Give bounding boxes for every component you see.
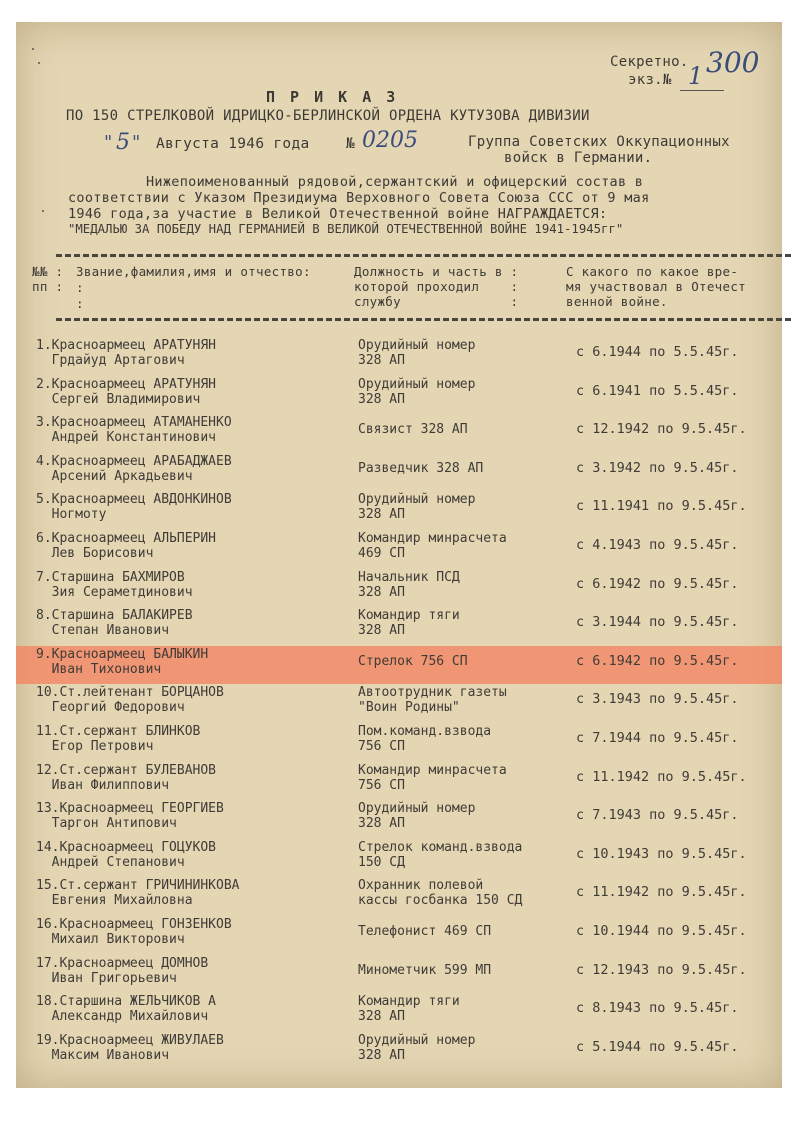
column-position-header-line-2: которой проходил : bbox=[354, 279, 519, 294]
position-unit-cell bbox=[358, 963, 491, 978]
table-row bbox=[16, 525, 782, 563]
secret-label: Секретно. bbox=[610, 54, 689, 70]
position-line-1: Командир тяги bbox=[358, 994, 460, 1010]
document-subtitle: ПО 150 СТРЕЛКОВОЙ ИДРИЦКО-БЕРЛИНСКОЙ ОРДЕНА КУТУЗОВА ДИВИЗИИ bbox=[66, 108, 590, 124]
intro-line-3: 1946 года,за участие в Великой Отечественной войне НАГРАЖДАЕТСЯ: bbox=[68, 206, 608, 222]
copy-number-handwritten: 1 bbox=[688, 62, 704, 90]
column-position-header bbox=[354, 264, 518, 309]
position-line-2: 328 АП bbox=[358, 584, 405, 600]
service-period-cell: с 3.1943 по 9.5.45г. bbox=[576, 691, 739, 708]
recipient-given-names: Иван Григорьевич bbox=[36, 970, 177, 986]
table-row bbox=[16, 602, 782, 640]
position-line-2: 328 АП bbox=[358, 507, 405, 523]
copy-label: экз.№ bbox=[628, 72, 672, 88]
recipient-rank-surname: 6.Красноармеец АЛЬПЕРИН bbox=[36, 531, 217, 546]
recipient-name-cell bbox=[36, 801, 224, 831]
location-line-1: Группа Советских Оккупационных bbox=[468, 134, 730, 150]
paper-speck bbox=[42, 210, 44, 212]
service-period-cell: с 4.1943 по 9.5.45г. bbox=[576, 537, 739, 553]
archive-number-handwritten: 300 bbox=[706, 46, 760, 79]
position-line-1: Орудийный номер bbox=[358, 1032, 476, 1048]
table-row bbox=[16, 486, 782, 524]
recipient-name-cell bbox=[36, 454, 232, 484]
position-line-2: 328 АП bbox=[358, 623, 405, 639]
recipient-given-names: Ногмоту bbox=[36, 507, 107, 523]
service-period-cell: с 11.1942 по 9.5.45г. bbox=[576, 884, 747, 901]
position-line-1: Орудийный номер bbox=[358, 376, 476, 392]
recipient-given-names: Андрей Константинович bbox=[36, 430, 217, 446]
position-unit-cell bbox=[358, 994, 460, 1024]
position-unit-cell bbox=[358, 492, 475, 522]
position-line-1: Командир минрасчета bbox=[358, 762, 507, 778]
position-line-1: Автоотрудник газеты bbox=[358, 685, 507, 701]
table-row bbox=[16, 409, 782, 447]
day-open-quote: " bbox=[104, 132, 113, 153]
recipient-given-names: Степан Иванович bbox=[36, 623, 170, 639]
table-row bbox=[16, 795, 782, 833]
table-row bbox=[16, 564, 782, 602]
intro-line-4: "МЕДАЛЬЮ ЗА ПОБЕДУ НАД ГЕРМАНИЕЙ В ВЕЛИКОЙ ОТЕЧЕСТВЕННОЙ ВОЙНЕ 1941-1945гг" bbox=[68, 222, 624, 236]
day-close-quote: " bbox=[132, 132, 141, 153]
paper-speck bbox=[38, 62, 40, 64]
position-unit-cell bbox=[358, 570, 460, 600]
recipient-rank-surname: 10.Ст.лейтенант БОРЦАНОВ bbox=[36, 685, 224, 701]
recipient-given-names: Егор Петрович bbox=[36, 739, 154, 754]
table-row bbox=[16, 988, 782, 1026]
table-row bbox=[16, 332, 782, 370]
service-period-cell: с 6.1942 по 9.5.45г. bbox=[576, 575, 739, 592]
recipient-name-cell bbox=[36, 415, 232, 445]
recipient-name-cell bbox=[36, 917, 232, 947]
service-period-cell: с 11.1941 по 9.5.45г. bbox=[576, 498, 747, 515]
position-line-1: Стрелок 756 СП bbox=[358, 653, 468, 669]
recipient-rank-surname: 13.Красноармеец ГЕОРГИЕВ bbox=[36, 801, 224, 817]
position-unit-cell bbox=[358, 338, 475, 368]
column-position-header-line-3: службу : bbox=[354, 294, 519, 309]
recipient-given-names: Зия Сераметдинович bbox=[36, 584, 193, 600]
recipient-rank-surname: 5.Красноармеец АВДОНКИНОВ bbox=[36, 492, 232, 508]
recipient-given-names: Евгения Михайловна bbox=[36, 893, 193, 909]
service-period-cell: с 11.1942 по 9.5.45г. bbox=[576, 768, 747, 785]
service-period-cell: с 12.1942 по 9.5.45г. bbox=[576, 421, 747, 438]
service-period-cell: с 6.1942 по 9.5.45г. bbox=[576, 652, 739, 669]
service-period-cell: с 12.1943 по 9.5.45г. bbox=[576, 961, 747, 978]
position-unit-cell bbox=[358, 1033, 475, 1063]
position-line-1: Командир тяги bbox=[358, 608, 460, 624]
position-line-2: 328 АП bbox=[358, 353, 405, 368]
column-name-header-colon: : bbox=[76, 296, 84, 311]
document-page bbox=[16, 22, 782, 1088]
recipient-given-names: Максим Иванович bbox=[36, 1047, 170, 1063]
position-line-2: кассы госбанка 150 СД bbox=[358, 893, 523, 909]
position-line-1: Орудийный номер bbox=[358, 492, 476, 508]
recipient-given-names: Андрей Степанович bbox=[36, 854, 185, 870]
recipient-rank-surname: 16.Красноармеец ГОНЗЕНКОВ bbox=[36, 917, 232, 932]
service-period-cell: с 8.1943 по 9.5.45г. bbox=[576, 1000, 739, 1017]
service-period-cell: с 3.1942 по 9.5.45г. bbox=[576, 459, 739, 476]
position-line-1: Стрелок команд.взвода bbox=[358, 839, 523, 855]
location-line-2: войск в Германии. bbox=[504, 150, 653, 166]
column-name-header: Звание,фамилия,имя и отчество: bbox=[76, 264, 311, 279]
order-date: Августа 1946 года bbox=[156, 136, 310, 152]
service-period-cell: с 6.1944 по 5.5.45г. bbox=[576, 344, 739, 360]
table-row bbox=[16, 911, 782, 949]
recipient-name-cell bbox=[36, 492, 232, 522]
table-row bbox=[16, 834, 782, 872]
position-unit-cell bbox=[358, 377, 475, 407]
position-line-2: 150 СД bbox=[358, 854, 405, 870]
position-line-2: 328 АП bbox=[358, 1009, 405, 1025]
recipient-rank-surname: 9.Красноармеец БАЛЫКИН bbox=[36, 646, 209, 662]
recipient-rank-surname: 2.Красноармеец АРАТУНЯН bbox=[36, 376, 217, 392]
position-line-1: Орудийный номер bbox=[358, 338, 476, 353]
position-line-2: 328 АП bbox=[358, 1047, 405, 1063]
recipient-name-cell bbox=[36, 840, 216, 870]
table-row bbox=[16, 679, 782, 717]
intro-line-2: соответствии с Указом Президиума Верховного Совета Союза ССС от 9 мая bbox=[68, 190, 650, 206]
recipient-given-names: Арсений Аркадьевич bbox=[36, 468, 193, 484]
position-unit-cell bbox=[358, 878, 522, 908]
column-name-header-colon: : bbox=[76, 280, 84, 295]
intro-line-1: Нижепоименованный рядовой,сержантский и офицерский состав в bbox=[146, 174, 644, 190]
position-line-2: "Воин Родины" bbox=[358, 700, 460, 716]
recipient-given-names: Грдайуд Артагович bbox=[36, 353, 185, 368]
column-period-header-line-1: С какого по какое вре- bbox=[566, 264, 739, 279]
position-unit-cell bbox=[358, 763, 507, 793]
table-header-divider bbox=[56, 318, 791, 321]
position-unit-cell bbox=[358, 801, 475, 831]
recipient-given-names: Михаил Викторович bbox=[36, 932, 185, 947]
table-row bbox=[16, 371, 782, 409]
recipient-rank-surname: 1.Красноармеец АРАТУНЯН bbox=[36, 338, 217, 353]
position-line-2: 756 СП bbox=[358, 777, 405, 793]
position-line-1: Охранник полевой bbox=[358, 878, 484, 894]
day-handwritten: 5 bbox=[116, 130, 130, 155]
recipient-rank-surname: 12.Ст.сержант БУЛЕВАНОВ bbox=[36, 762, 217, 778]
position-unit-cell bbox=[358, 531, 507, 561]
recipient-name-cell bbox=[36, 724, 200, 754]
recipient-rank-surname: 7.Старшина БАХМИРОВ bbox=[36, 569, 185, 585]
copy-number-underline bbox=[680, 90, 724, 91]
recipient-name-cell bbox=[36, 1033, 224, 1063]
position-unit-cell bbox=[358, 422, 468, 437]
recipient-name-cell bbox=[36, 994, 216, 1024]
table-row bbox=[16, 448, 782, 486]
recipient-given-names: Георгий Федорович bbox=[36, 700, 185, 716]
recipient-rank-surname: 17.Красноармеец ДОМНОВ bbox=[36, 955, 209, 971]
position-unit-cell bbox=[358, 924, 491, 939]
position-line-2: 756 СП bbox=[358, 739, 405, 754]
table-row bbox=[16, 641, 782, 679]
recipient-rank-surname: 3.Красноармеец АТАМАНЕНКО bbox=[36, 415, 232, 431]
recipient-given-names: Иван Тихонович bbox=[36, 661, 162, 677]
recipient-name-cell bbox=[36, 685, 224, 715]
table-row bbox=[16, 872, 782, 910]
service-period-cell: с 3.1944 по 9.5.45г. bbox=[576, 614, 739, 631]
column-period-header bbox=[566, 264, 746, 309]
recipient-rank-surname: 4.Красноармеец АРАБАДЖАЕВ bbox=[36, 453, 232, 469]
recipient-rank-surname: 19.Красноармеец ЖИВУЛАЕВ bbox=[36, 1032, 224, 1048]
recipient-given-names: Сергей Владимирович bbox=[36, 391, 201, 407]
table-row bbox=[16, 757, 782, 795]
column-number-header bbox=[32, 264, 63, 294]
column-number-header-line-1: №№ : bbox=[32, 264, 64, 279]
column-period-header-line-3: венной войне. bbox=[566, 294, 668, 309]
position-line-1: Телефонист 469 СП bbox=[358, 924, 492, 939]
position-line-2: 328 АП bbox=[358, 816, 405, 832]
position-line-2: 469 СП bbox=[358, 546, 405, 561]
position-line-1: Минометчик 599 МП bbox=[358, 962, 492, 978]
position-line-2: 328 АП bbox=[358, 391, 405, 407]
service-period-cell: с 7.1943 по 9.5.45г. bbox=[576, 807, 739, 824]
position-unit-cell bbox=[358, 724, 491, 754]
recipient-rank-surname: 18.Старшина ЖЕЛЬЧИКОВ А bbox=[36, 994, 217, 1010]
position-line-1: Связист 328 АП bbox=[358, 422, 468, 438]
recipient-rank-surname: 15.Ст.сержант ГРИЧИНИНКОВА bbox=[36, 878, 240, 894]
paper-speck bbox=[32, 48, 34, 50]
service-period-cell: с 10.1943 по 9.5.45г. bbox=[576, 845, 747, 862]
column-number-header-line-2: пп : bbox=[32, 279, 64, 294]
recipient-rank-surname: 11.Ст.сержант БЛИНКОВ bbox=[36, 724, 201, 739]
table-row bbox=[16, 950, 782, 988]
table-row bbox=[16, 718, 782, 756]
recipient-rank-surname: 14.Красноармеец ГОЦУКОВ bbox=[36, 839, 217, 855]
position-line-1: Пом.команд.взвода bbox=[358, 724, 492, 739]
position-line-1: Командир минрасчета bbox=[358, 531, 507, 546]
column-period-header-line-2: мя участвовал в Отечест bbox=[566, 279, 746, 294]
recipient-given-names: Таргон Антипович bbox=[36, 816, 177, 832]
service-period-cell: с 10.1944 по 9.5.45г. bbox=[576, 923, 747, 939]
position-unit-cell bbox=[358, 608, 460, 638]
recipient-name-cell bbox=[36, 647, 208, 677]
document-title: П Р И К А З bbox=[266, 88, 399, 106]
table-top-divider bbox=[56, 254, 791, 257]
position-line-1: Орудийный номер bbox=[358, 801, 476, 817]
position-unit-cell bbox=[358, 685, 507, 715]
table-row bbox=[16, 1027, 782, 1065]
service-period-cell: с 6.1941 по 5.5.45г. bbox=[576, 382, 739, 399]
position-unit-cell bbox=[358, 654, 468, 669]
position-line-1: Начальник ПСД bbox=[358, 569, 460, 585]
service-period-cell: с 5.1944 по 9.5.45г. bbox=[576, 1038, 739, 1055]
recipient-name-cell bbox=[36, 608, 193, 638]
column-position-header-line-1: Должность и часть в : bbox=[354, 264, 519, 279]
recipient-name-cell bbox=[36, 956, 208, 986]
recipient-name-cell bbox=[36, 531, 216, 561]
position-unit-cell bbox=[358, 461, 483, 476]
recipient-given-names: Александр Михайлович bbox=[36, 1009, 209, 1025]
position-unit-cell bbox=[358, 840, 522, 870]
position-line-1: Разведчик 328 АП bbox=[358, 460, 484, 476]
order-number-handwritten: 0205 bbox=[362, 128, 418, 153]
recipient-name-cell bbox=[36, 377, 216, 407]
service-period-cell: с 7.1944 по 9.5.45г. bbox=[576, 730, 739, 746]
recipient-name-cell bbox=[36, 338, 216, 368]
recipient-given-names: Лев Борисович bbox=[36, 546, 154, 561]
order-number-prefix: № bbox=[346, 136, 356, 152]
recipient-name-cell bbox=[36, 878, 240, 908]
recipient-name-cell bbox=[36, 570, 193, 600]
recipient-name-cell bbox=[36, 763, 216, 793]
recipient-given-names: Иван Филиппович bbox=[36, 777, 170, 793]
recipient-rank-surname: 8.Старшина БАЛАКИРЕВ bbox=[36, 608, 193, 624]
